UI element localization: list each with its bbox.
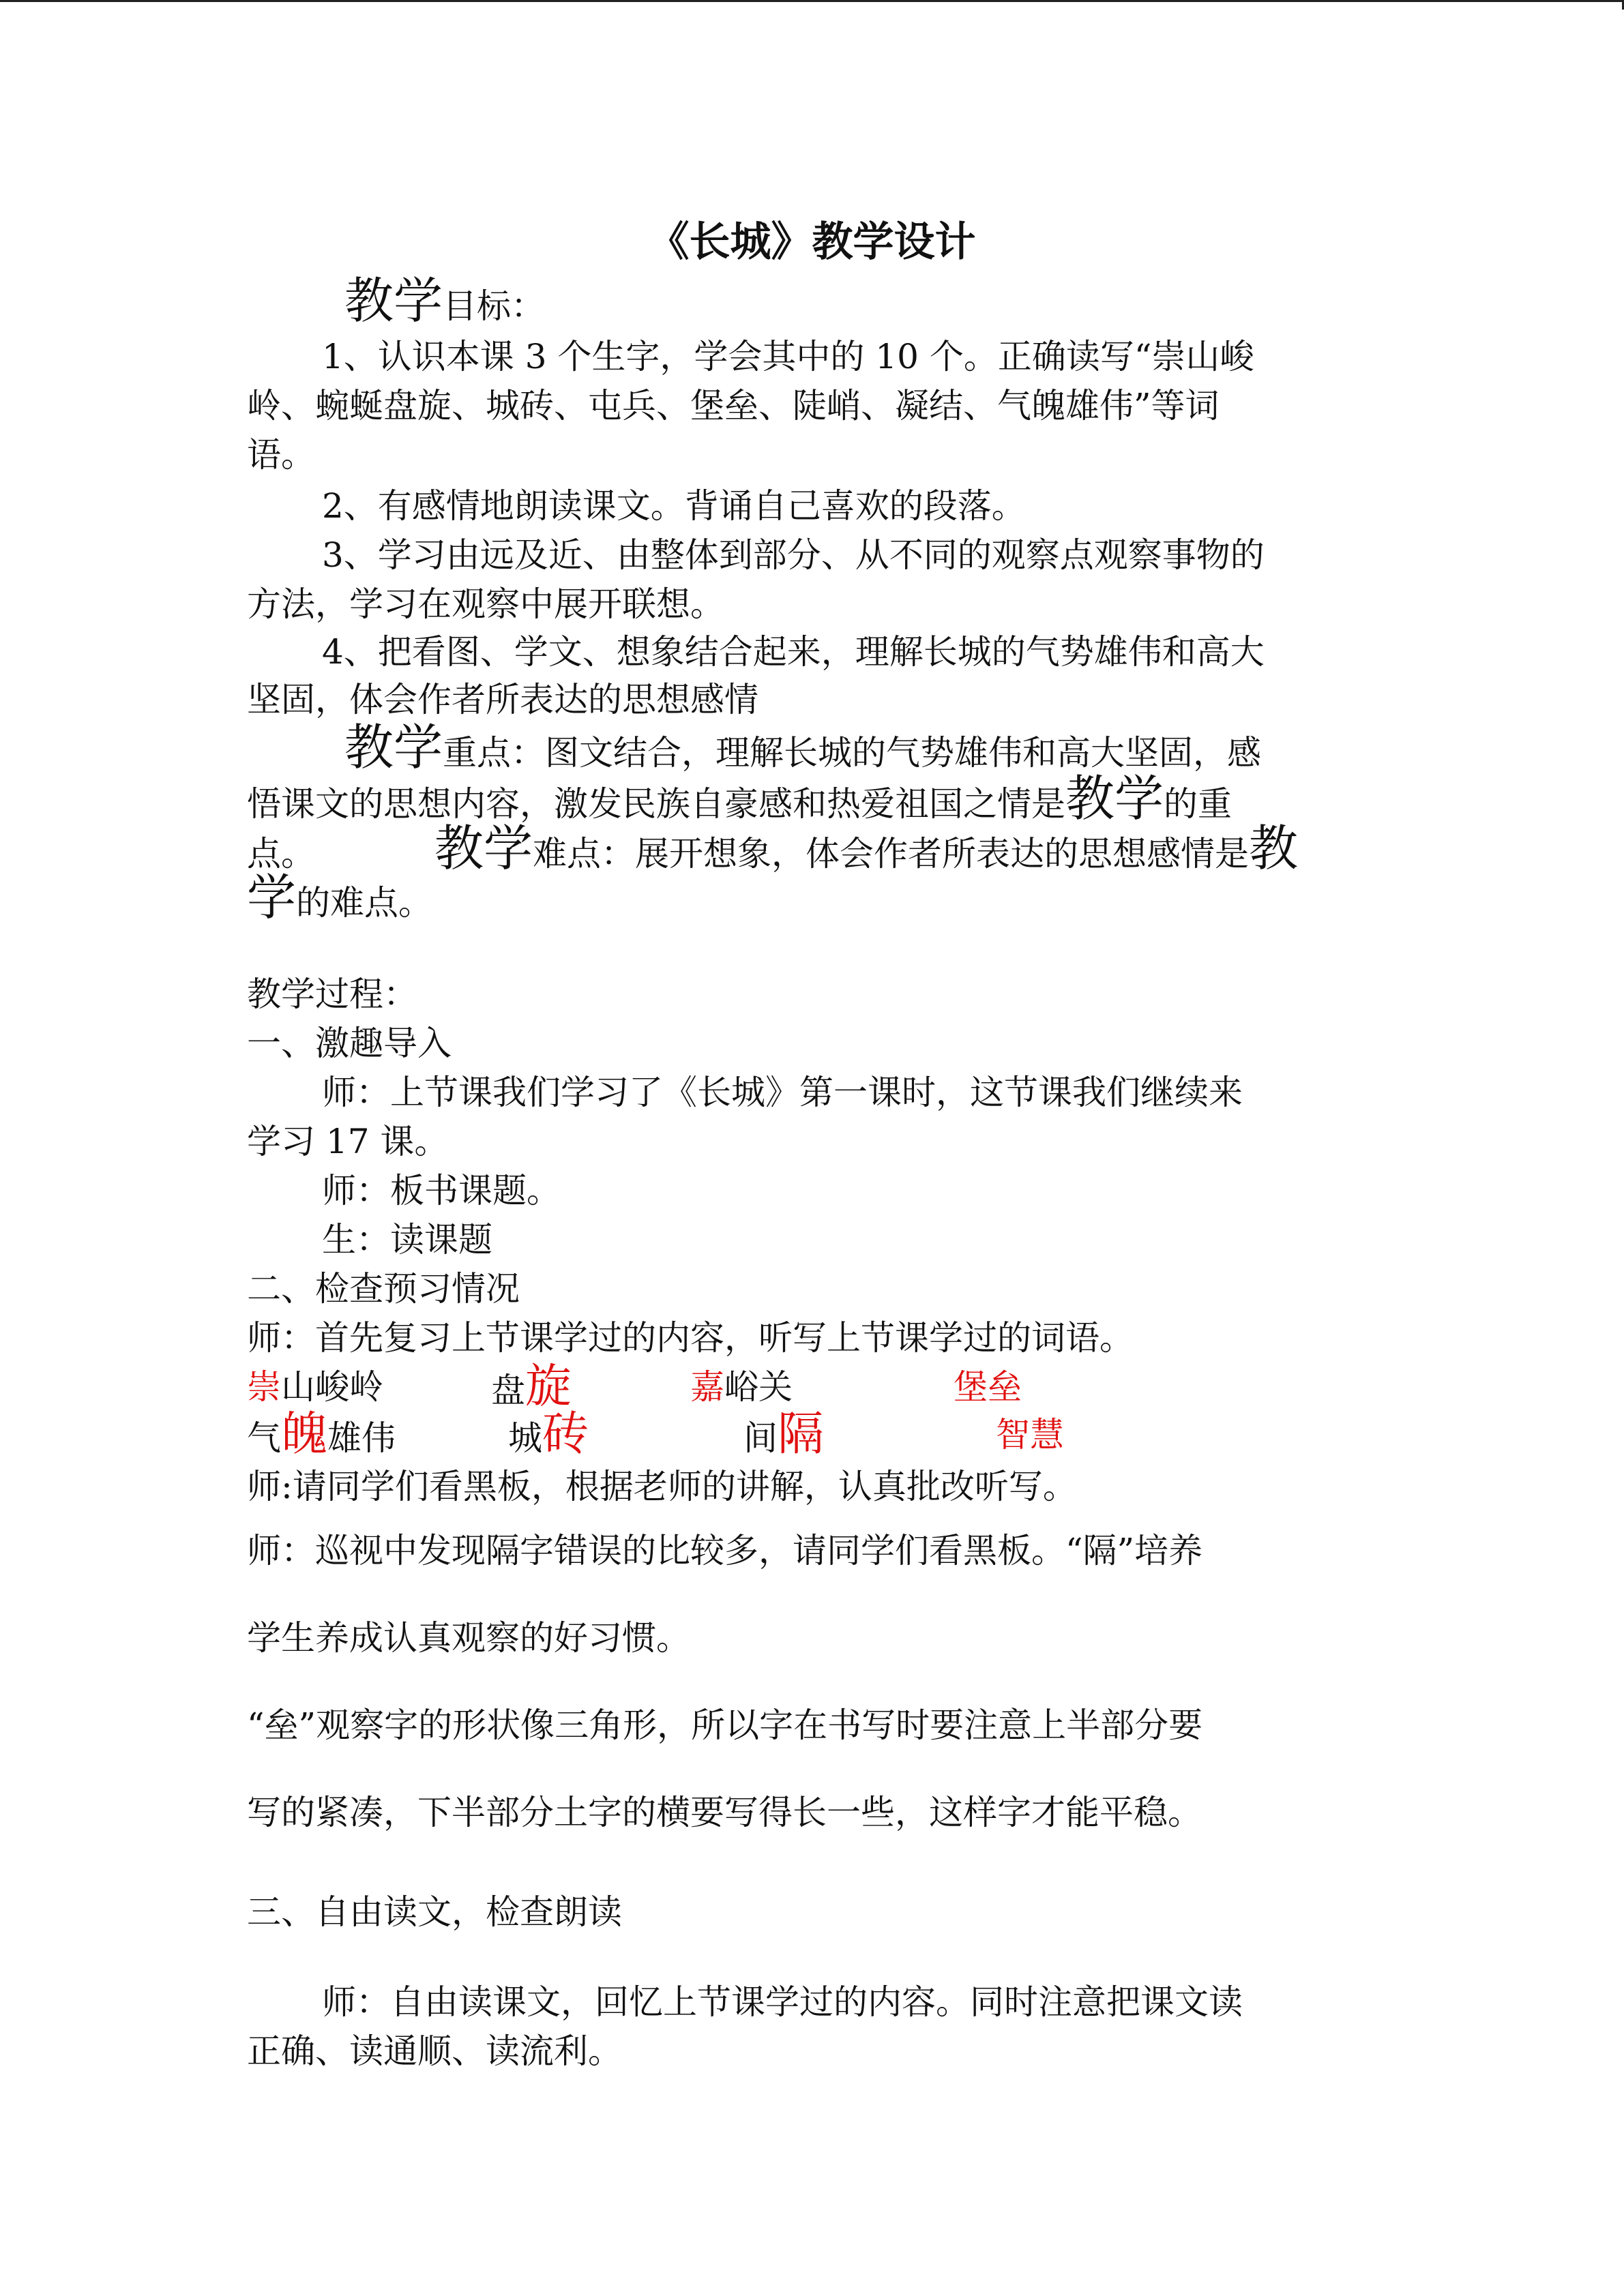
objective-3-line-1: 3、学习由远及近、由整体到部分、从不同的观察点观察事物的 — [322, 535, 1265, 575]
key-points-line-3 — [247, 820, 1379, 878]
objective-1-line-2: 岭、蜿蜒盘旋、城砖、屯兵、堡垒、陡峭、凝结、气魄雄伟”等词 — [247, 386, 1220, 426]
word-red-part: 旋 — [525, 1360, 572, 1414]
step-3-line-2: 正确、读通顺、读流利。 — [247, 2031, 622, 2071]
difficulty-text: 难点：展开想象，体会作者所表达的思想感情是 — [533, 834, 1250, 874]
key-points-text-2b: 的重 — [1164, 784, 1232, 824]
step-1-line-1: 师：上节课我们学习了《长城》第一课时，这节课我们继续来 — [322, 1073, 1243, 1112]
step-2-line-1: 师：首先复习上节课学过的内容，听写上节课学过的词语。 — [247, 1318, 1134, 1358]
objectives-label: 目标： — [443, 286, 546, 326]
dictation-word — [996, 1410, 1064, 1459]
word-black-part: 山峻岭 — [281, 1367, 383, 1407]
dictation-word — [247, 1362, 383, 1412]
word-black-part: 盘 — [491, 1371, 525, 1410]
dictation-word — [247, 1407, 396, 1463]
word-red-part: 隔 — [778, 1407, 825, 1461]
key-points-text-3: 点。 — [247, 834, 315, 874]
dictation-word — [743, 1407, 825, 1463]
step-2-line-3: 师：巡视中发现隔字错误的比较多，请同学们看黑板。“隔”培养 — [247, 1531, 1203, 1570]
step-3-line-1: 师：自由读课文，回忆上节课学过的内容。同时注意把课文读 — [322, 1982, 1243, 2022]
key-points-line-2 — [247, 770, 1379, 829]
key-points-label-big: 教学 — [344, 719, 443, 776]
word-black-part: 峪关 — [724, 1367, 793, 1407]
difficulty-end: 的难点。 — [296, 883, 433, 923]
step-2-line-5: “垒”观察字的形状像三角形，所以字在书写时要注意上半部分要 — [247, 1705, 1203, 1745]
word-red-part: 魄 — [281, 1407, 328, 1461]
step-1-line-2: 学习 17 课。 — [247, 1122, 449, 1161]
step-2-line-2: 师:请同学们看黑板，根据老师的讲解，认真批改听写。 — [247, 1467, 1077, 1506]
step-2-heading: 二、检查预习情况 — [247, 1269, 520, 1309]
dictation-word — [690, 1362, 793, 1412]
word-red-part: 智慧 — [996, 1415, 1064, 1455]
word-black-part: 气 — [247, 1418, 281, 1458]
page-top-border — [0, 0, 1624, 2]
difficulty-big-char-2: 学 — [247, 869, 297, 926]
objective-3-line-2: 方法，学习在观察中展开联想。 — [247, 584, 724, 624]
difficulty-big-char-1: 教 — [1249, 820, 1299, 877]
key-points-text-2a: 悟课文的思想内容，激发民族自豪感和热爱祖国之情是 — [247, 784, 1065, 824]
word-black-part: 雄伟 — [327, 1418, 396, 1458]
word-black-part: 城 — [508, 1418, 542, 1458]
step-1-line-4: 生：读课题 — [322, 1220, 492, 1259]
word-red-part: 崇 — [247, 1367, 281, 1407]
objective-1-line-1: 1、认识本课 3 个生字，学会其中的 10 个。正确读写“崇山峻 — [322, 337, 1254, 376]
word-red-part: 砖 — [542, 1407, 589, 1461]
step-2-line-4: 学生养成认真观察的好习惯。 — [247, 1618, 690, 1658]
dictation-word — [508, 1407, 589, 1463]
step-1-line-3: 师：板书课题。 — [322, 1171, 561, 1210]
difficulty-label-big: 教学 — [434, 820, 533, 877]
word-red-part: 嘉 — [690, 1367, 724, 1407]
objectives-heading — [344, 272, 1477, 331]
step-1-heading: 一、激趣导入 — [247, 1024, 452, 1063]
word-red-part: 堡垒 — [954, 1367, 1022, 1407]
key-points-text-1: 重点：图文结合，理解长城的气势雄伟和高大坚固，感 — [443, 733, 1262, 773]
step-2-line-6: 写的紧凑，下半部分土字的横要写得长一些，这样字才能平稳。 — [247, 1793, 1202, 1832]
objective-4-line-2: 坚固，体会作者所表达的思想感情 — [247, 680, 758, 719]
objectives-label-big: 教学 — [344, 272, 443, 329]
step-3-heading: 三、自由读文，检查朗读 — [247, 1892, 622, 1932]
word-black-part: 间 — [743, 1418, 778, 1458]
process-heading: 教学过程： — [247, 974, 417, 1014]
objective-2: 2、有感情地朗读课文。背诵自己喜欢的段落。 — [322, 486, 1026, 526]
document-title: 《长城》教学设计 — [648, 218, 976, 266]
key-points-line-1 — [344, 719, 1477, 777]
key-points-line-4 — [247, 869, 1379, 927]
key-points-text-2-big: 教学 — [1065, 770, 1164, 827]
dictation-word — [954, 1362, 1022, 1412]
objective-1-line-3: 语。 — [247, 435, 315, 475]
objective-4-line-1: 4、把看图、学文、想象结合起来，理解长城的气势雄伟和高大 — [322, 632, 1265, 672]
